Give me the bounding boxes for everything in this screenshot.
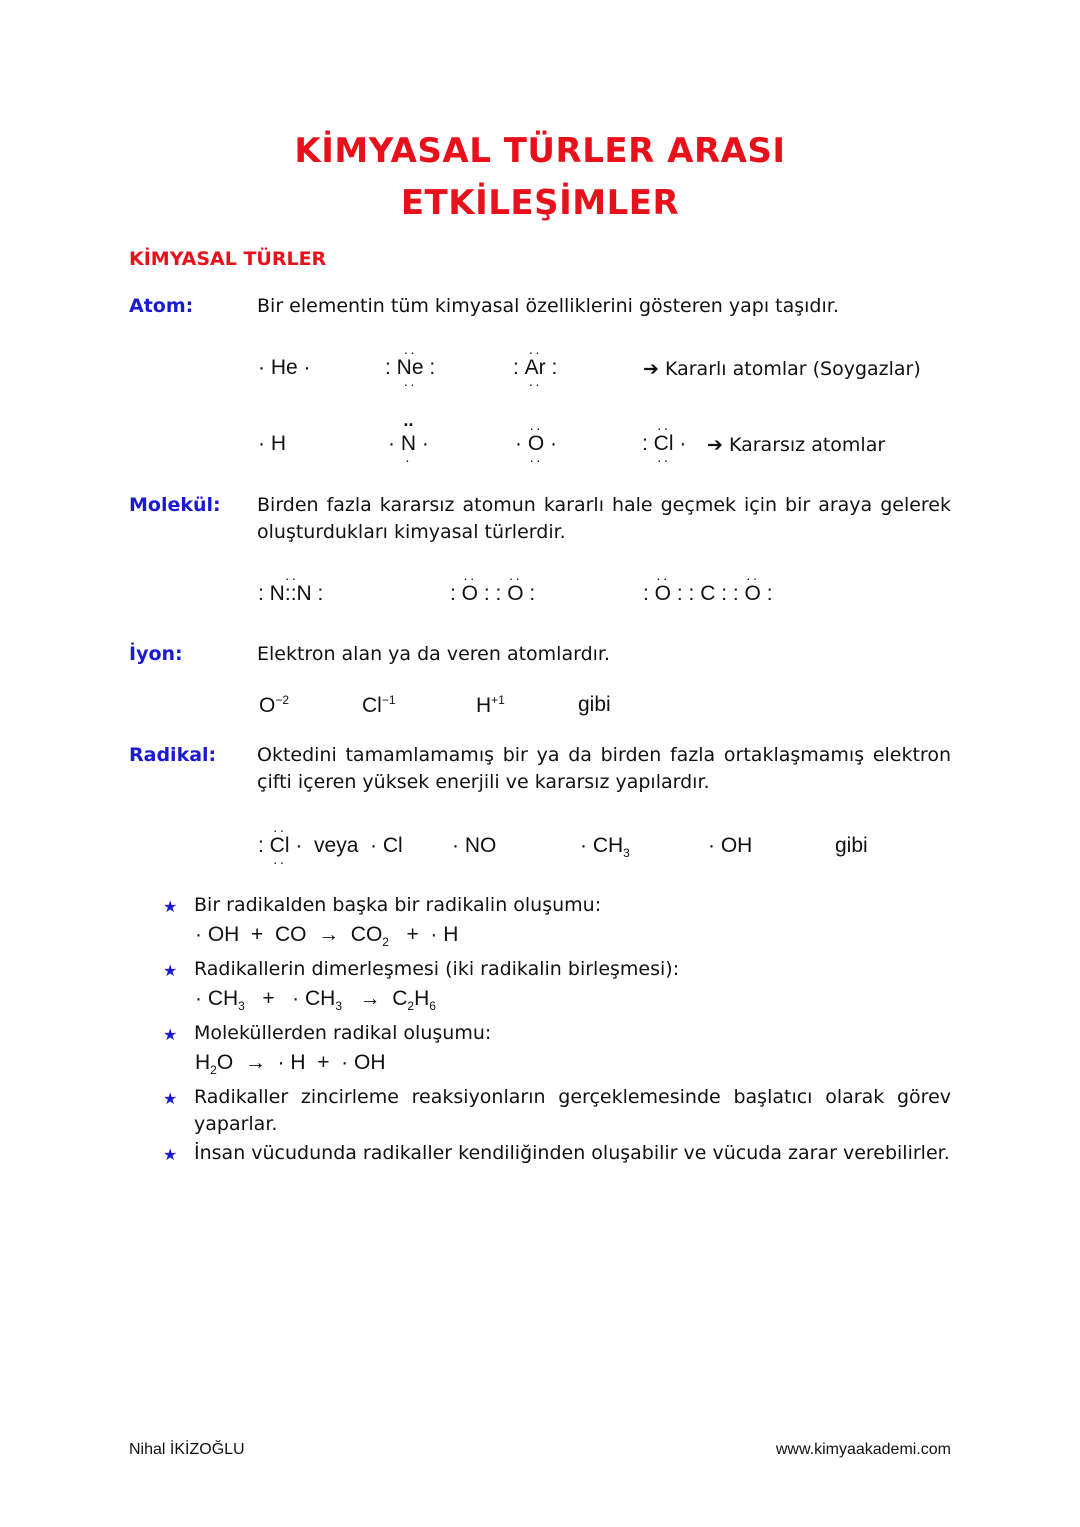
bullet-item-1: Bir radikalden başka bir radikalin oluşumu:: [194, 894, 602, 916]
atom-definition: Bir elementin tüm kimyasal özelliklerini gösteren yapı taşıdır.: [257, 295, 839, 317]
bullet-item-4: Radikaller zincirleme reaksiyonların gerçeklemesinde başlatıcı olarak görev yaparlar.: [194, 1086, 951, 1135]
lewis-h: · H: [258, 432, 286, 455]
radical-cl-lewis: : ·· Cl ·· · veya · Cl: [258, 822, 403, 870]
equation-1: · OH + CO → $CO_2$ + · H: [195, 923, 459, 950]
star-bullet-icon: ★: [163, 961, 178, 980]
ion-h: $H^{+1}$: [476, 693, 505, 717]
arrow-right-icon: ➔: [643, 358, 659, 380]
lewis-n2: : N ·· ::N :: [258, 570, 324, 605]
star-bullet-icon: ★: [163, 1089, 178, 1108]
bullet-item-3: Moleküllerden radikal oluşumu:: [194, 1022, 492, 1044]
radical-no: · NO: [452, 834, 497, 857]
star-bullet-icon: ★: [163, 897, 178, 916]
equation-2: · $CH_3$ + · $CH_3$ → $C_2H_6$: [195, 987, 436, 1014]
page-title-line-2: ETKİLEŞİMLER: [400, 183, 680, 223]
footer-author: Nihal İKİZOĞLU: [129, 1441, 245, 1458]
footer-website[interactable]: www.kimyaakademi.com: [775, 1441, 951, 1458]
unstable-atoms-note: ➔ Kararsız atomlar: [707, 434, 886, 456]
lewis-o2: : ·· O : : ·· O :: [450, 570, 536, 605]
radical-gibi: gibi: [835, 834, 868, 857]
page-title-line-1: KİMYASAL TÜRLER ARASI: [294, 131, 786, 171]
star-bullet-icon: ★: [163, 1145, 178, 1164]
lewis-n: · ·· N · ·: [388, 415, 429, 468]
bullet-item-2: Radikallerin dimerleşmesi (iki radikalin birleşmesi):: [194, 958, 680, 980]
radical-ch3: · $CH_3$: [580, 834, 630, 861]
lewis-co2: : ·· O : : C : : ·· O :: [643, 570, 773, 605]
lewis-cl: : ·· Cl ·· ·: [642, 420, 687, 468]
section-heading: KİMYASAL TÜRLER: [129, 248, 327, 270]
term-molekul: Molekül:: [129, 494, 221, 516]
lewis-ar: : ·· Ar ·· :: [513, 344, 558, 392]
ion-o: $O^{-2}$: [259, 693, 290, 717]
iyon-definition: Elektron alan ya da veren atomlardır.: [257, 643, 611, 665]
bullet-item-5: İnsan vücudunda radikaller kendiliğinden oluşabilir ve vücuda zarar verebilirler.: [194, 1142, 950, 1164]
radikal-definition: Oktedini tamamlamamış bir ya da birden fazla ortaklaşmamış elektron çifti içeren yüksek enerjili ve kararsız yapılardır.: [257, 744, 951, 793]
lewis-o: · ·· O ·· ·: [515, 420, 557, 468]
lewis-ne: : ·· Ne ·· :: [385, 344, 436, 392]
star-bullet-icon: ★: [163, 1025, 178, 1044]
term-atom: Atom:: [129, 295, 194, 317]
arrow-right-icon: ➔: [707, 434, 723, 456]
ion-cl: $Cl^{-1}$: [362, 693, 396, 717]
molekul-definition: Birden fazla kararsız atomun kararlı hale geçmek için bir araya gelerek oluşturdukları kimyasal türlerdir.: [257, 494, 951, 543]
equation-3: $H_2O$ → · H + · OH: [195, 1051, 386, 1078]
radical-oh: · OH: [708, 834, 753, 857]
term-iyon: İyon:: [129, 643, 183, 665]
ion-gibi: gibi: [578, 693, 611, 716]
term-radikal: Radikal:: [129, 744, 217, 766]
lewis-he: · He ·: [258, 356, 311, 379]
stable-atoms-note: ➔ Kararlı atomlar (Soygazlar): [643, 358, 921, 380]
